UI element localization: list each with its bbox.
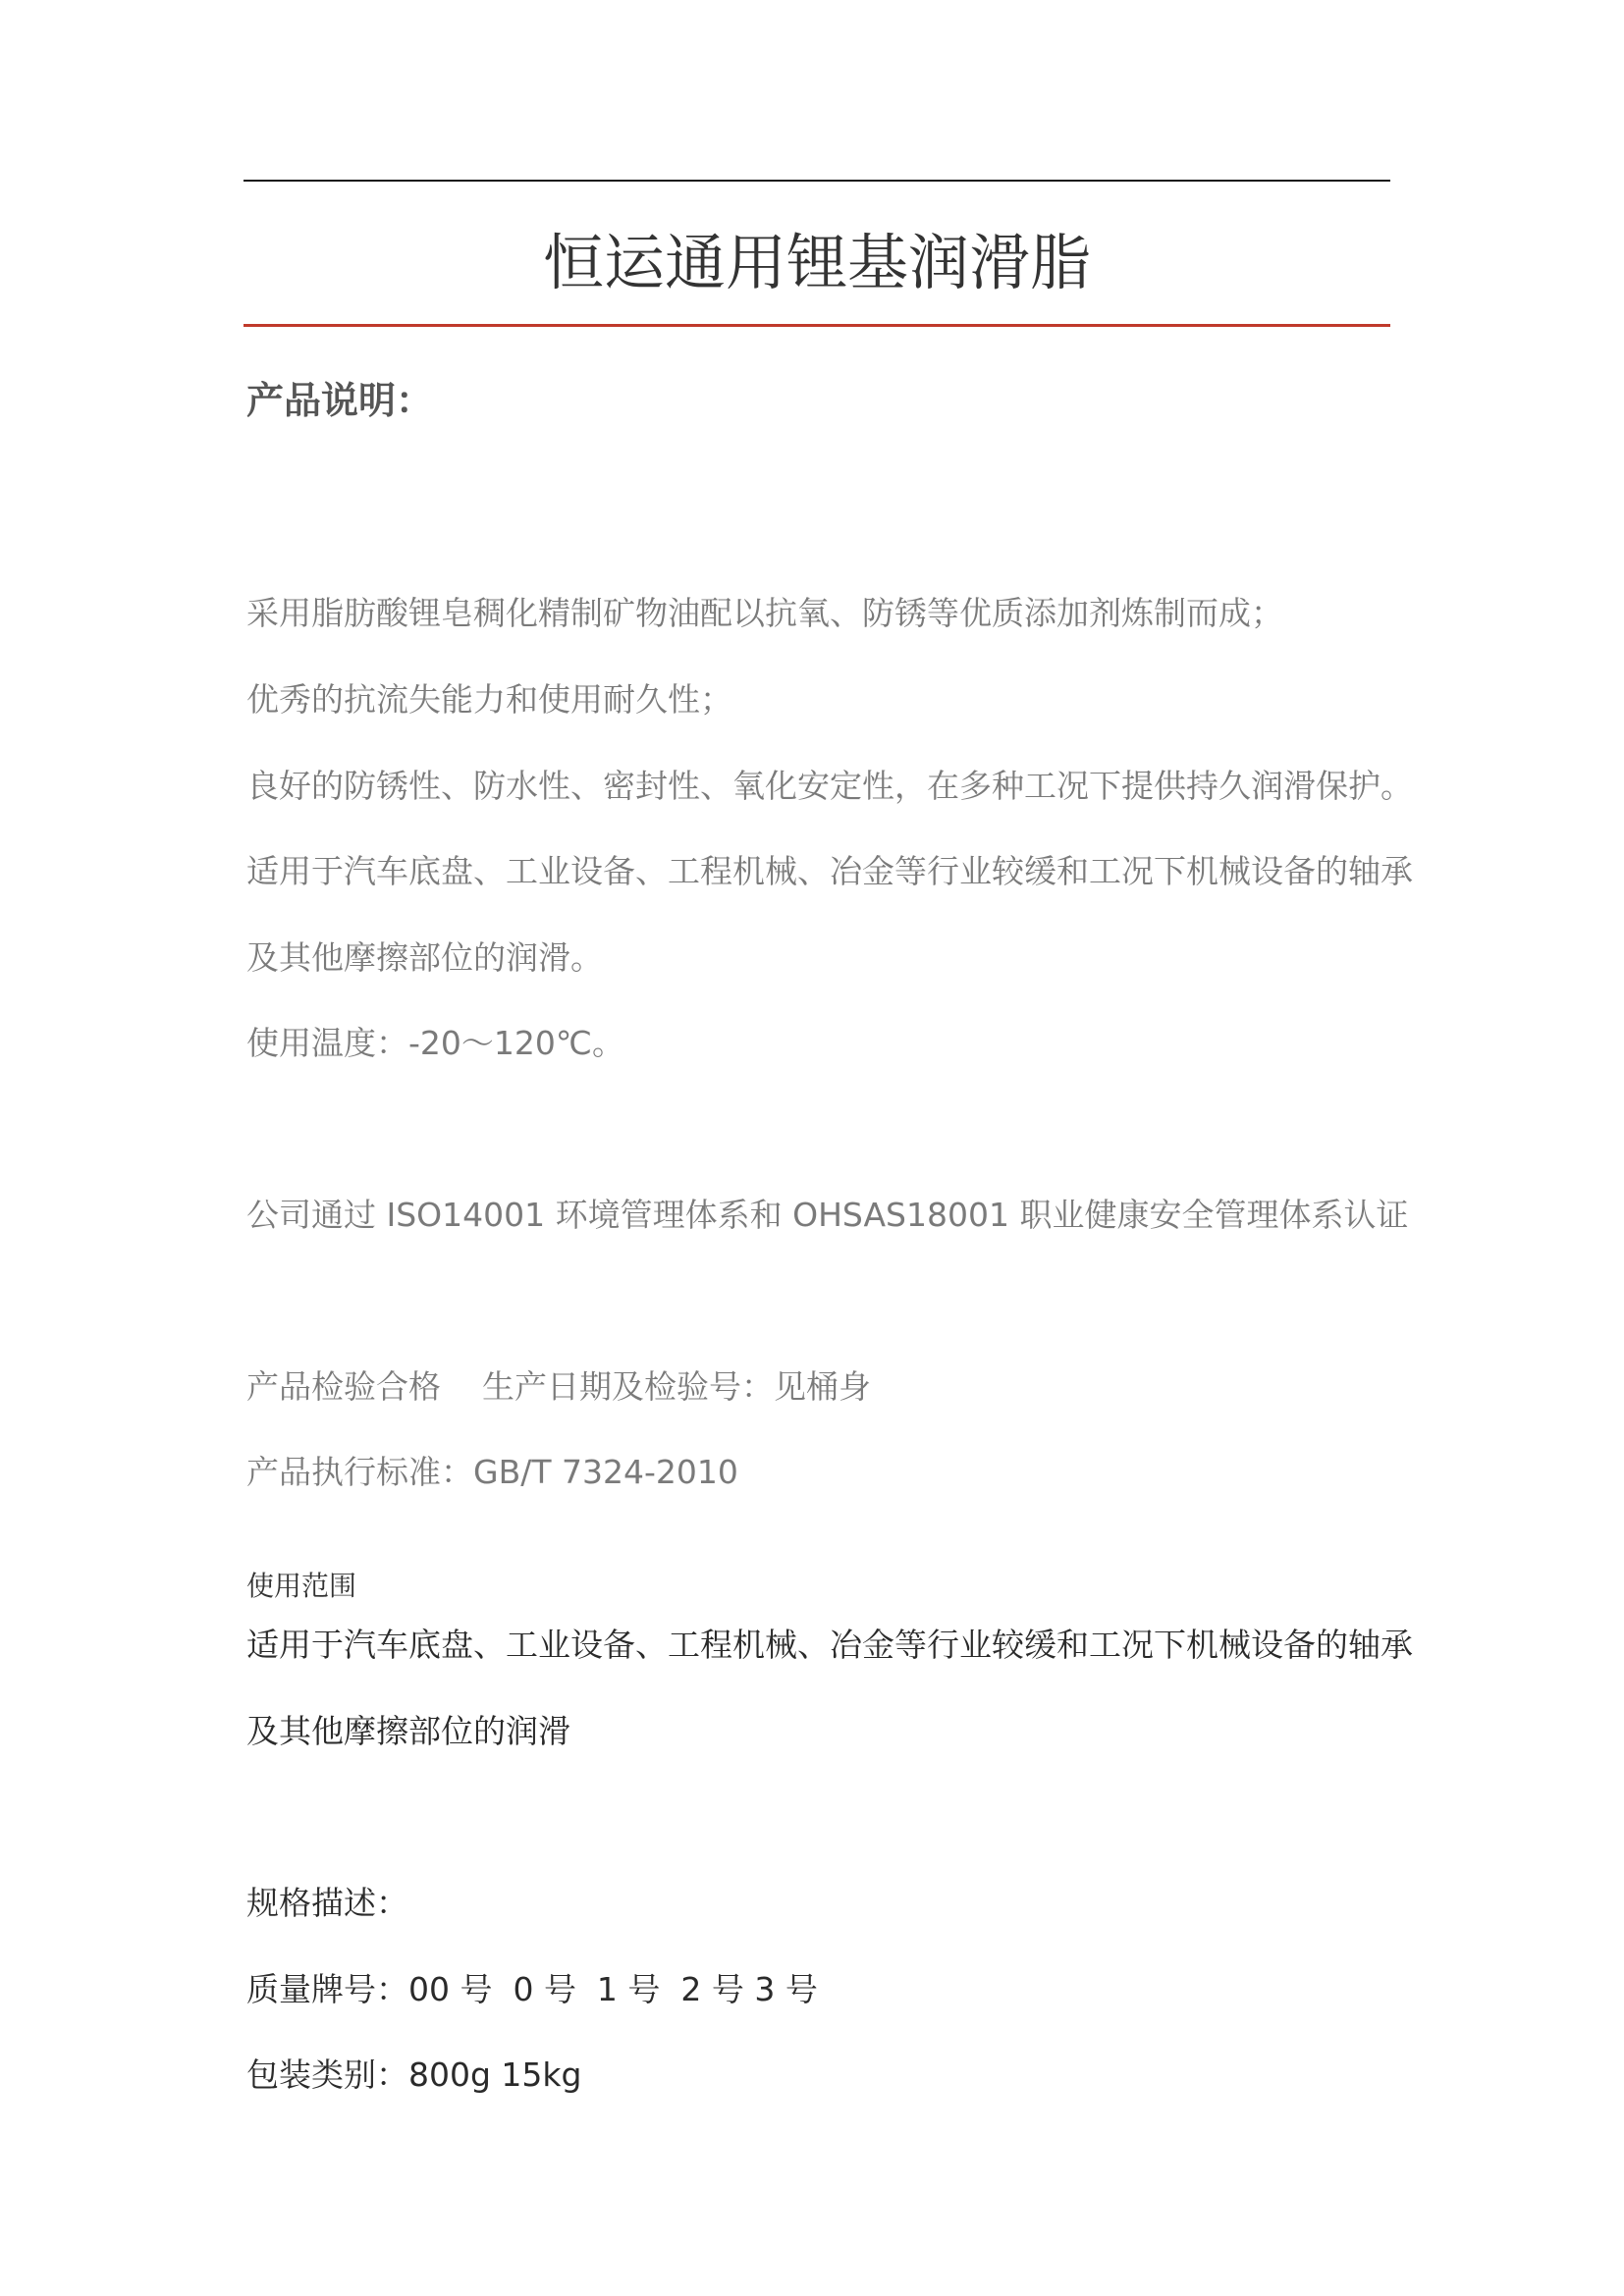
document-title: 恒运通用锂基润滑脂 (542, 227, 1091, 298)
inspection-text: 产品检验合格 生产日期及检验号：见桶身 (246, 1367, 871, 1406)
certification-text: 公司通过 ISO14001 环境管理体系和 OHSAS18001 职业健康安全管理体系认证 (246, 1196, 1409, 1234)
operating-temperature: 使用温度：-20～120℃。 (246, 1024, 624, 1062)
title-underline (244, 324, 1390, 327)
description-line: 采用脂肪酸锂皂稠化精制矿物油配以抗氧、防锈等优质添加剂炼制而成； (246, 594, 1283, 632)
description-line: 优秀的抗流失能力和使用耐久性； (246, 680, 732, 719)
spec-label: 规格描述： (246, 1884, 408, 1922)
usage-range-label: 使用范围 (246, 1570, 357, 1602)
quality-grades: 质量牌号：00 号 0 号 1 号 2 号 3 号 (246, 1970, 818, 2008)
packaging-types: 包装类别：800g 15kg (246, 2056, 582, 2094)
top-rule (244, 180, 1390, 182)
description-line: 适用于汽车底盘、工业设备、工程机械、冶金等行业较缓和工况下机械设备的轴承 (246, 852, 1413, 890)
usage-range-line: 适用于汽车底盘、工业设备、工程机械、冶金等行业较缓和工况下机械设备的轴承 (246, 1626, 1413, 1664)
standard-text: 产品执行标准：GB/T 7324-2010 (246, 1453, 738, 1491)
usage-range-line: 及其他摩擦部位的润滑 (246, 1712, 570, 1750)
description-line: 及其他摩擦部位的润滑。 (246, 938, 603, 977)
description-line: 良好的防锈性、防水性、密封性、氧化安定性，在多种工况下提供持久润滑保护。 (246, 767, 1413, 805)
section-heading: 产品说明： (246, 379, 434, 422)
